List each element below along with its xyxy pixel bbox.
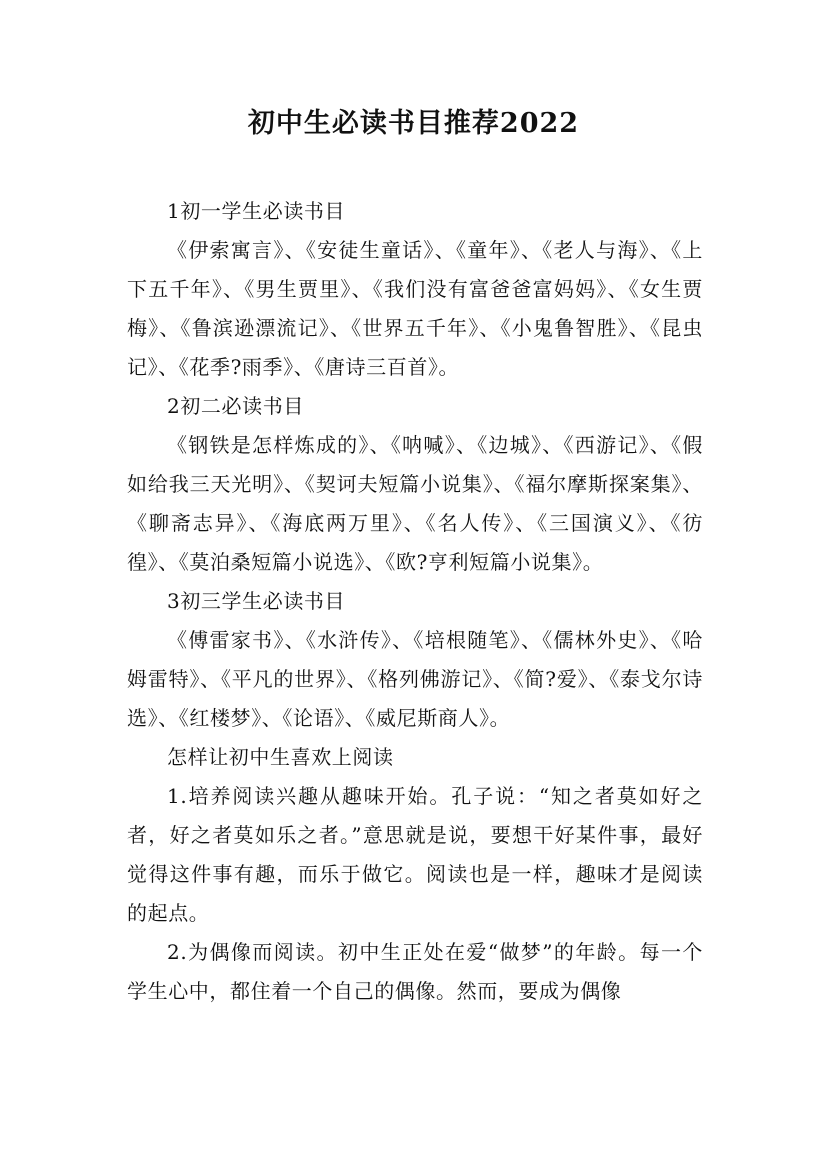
section-heading-grade-3: 3初三学生必读书目: [167, 589, 346, 613]
section-heading-grade-2: 2初二必读书目: [167, 394, 304, 418]
paragraph-grade-3-books: 《傅雷家书》、《水浒传》、《培根随笔》、《儒林外史》、《哈姆雷特》、《平凡的世界》、《格列佛游记》、《简?爱》、《泰戈尔诗选》、《红楼梦》、《论语》、《威尼斯商人》。: [127, 628, 703, 730]
paragraph-tip-2: 2.为偶像而阅读。初中生正处在爱“做梦”的年龄。每一个学生心中，都住着一个自己的偶像。然而，要成为偶像: [127, 940, 703, 1003]
paragraph-grade-1-books: 《伊索寓言》、《安徒生童话》、《童年》、《老人与海》、《上下五千年》、《男生贾里》、《我们没有富爸爸富妈妈》、《女生贾梅》、《鲁滨逊漂流记》、《世界五千年》、《小鬼鲁智胜》、《昆虫记》、《花季?雨季》、《唐诗三百首》。: [127, 238, 703, 379]
section-heading-reading-tips: 怎样让初中生喜欢上阅读: [167, 745, 394, 769]
paragraph-grade-2-books: 《钢铁是怎样炼成的》、《呐喊》、《边城》、《西游记》、《假如给我三天光明》、《契诃夫短篇小说集》、《福尔摩斯探案集》、《聊斋志异》、《海底两万里》、《名人传》、《三国演义》、《彷徨》、《莫泊桑短篇小说选》、《欧?亨利短篇小说集》。: [127, 433, 703, 574]
paragraph-tip-1: 1.培养阅读兴趣从趣味开始。孔子说：“知之者莫如好之者，好之者莫如乐之者。”意思就是说，要想干好某件事，最好觉得这件事有趣，而乐于做它。阅读也是一样，趣味才是阅读的起点。: [127, 784, 703, 925]
document-body: [127, 192, 703, 1011]
section-heading-grade-1: 1初一学生必读书目: [167, 199, 346, 223]
page-title: 初中生必读书目推荐2022: [247, 108, 580, 139]
